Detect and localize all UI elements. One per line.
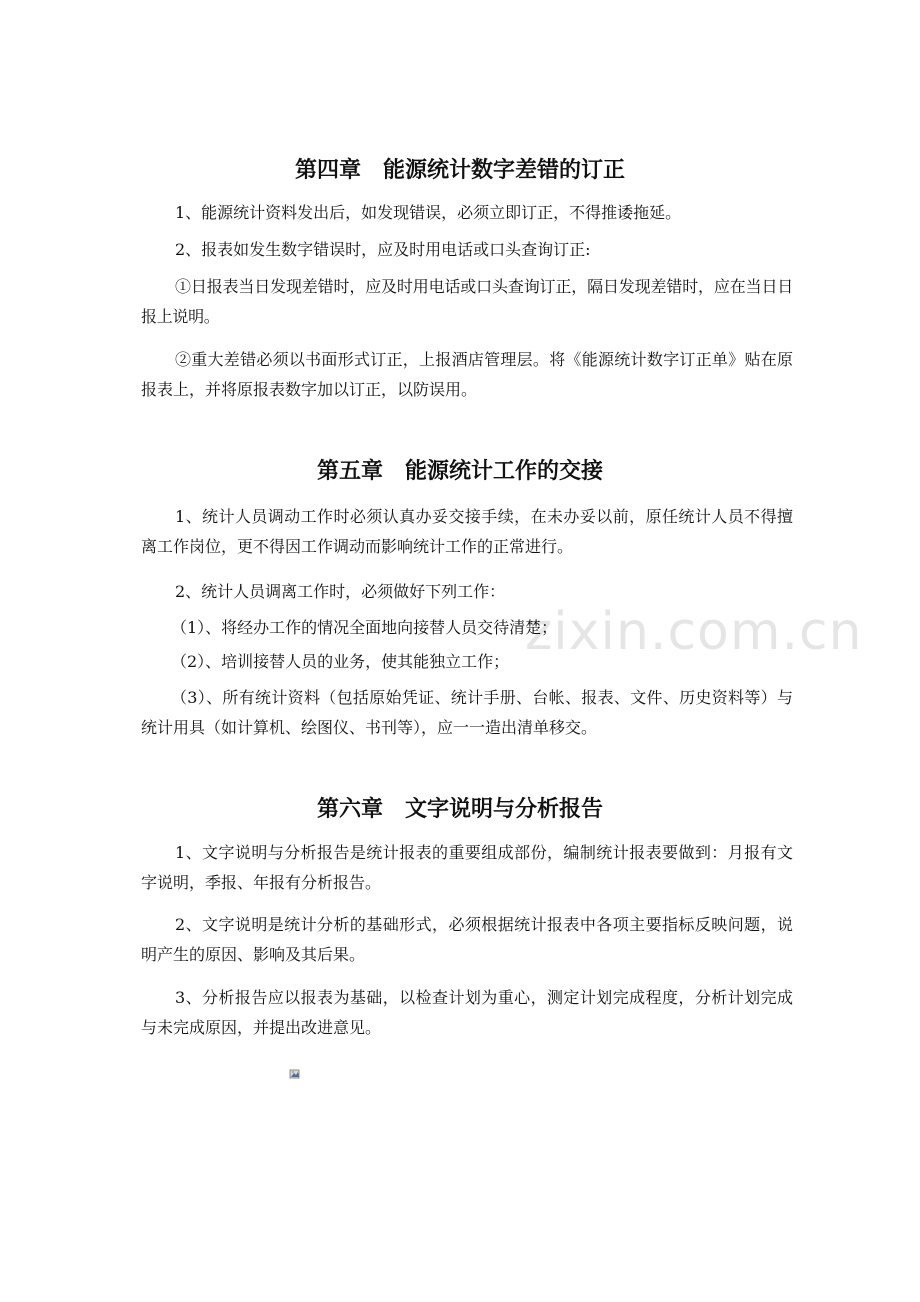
watermark: zixin.com.cn (525, 602, 863, 662)
chapter-4-paragraph-4: ②重大差错必须以书面形式订正，上报酒店管理层。将《能源统计数字订正单》贴在原报表上，并将原报表数字加以订正，以防误用。 (141, 350, 793, 399)
chapter-5-paragraph-5: （3）、所有统计资料（包括原始凭证、统计手册、台帐、报表、文件、历史资料等）与统计用具（如计算机、绘图仪、书刊等），应一一造出清单移交。 (141, 688, 793, 737)
chapter-5-paragraph-1: 1、统计人员调动工作时必须认真办妥交接手续，在未办妥以前，原任统计人员不得擅离工作岗位，更不得因工作调动而影响统计工作的正常进行。 (141, 507, 793, 556)
chapter-4-paragraph-2: 2、报表如发生数字错误时，应及时用电话或口头查询订正: (175, 240, 591, 259)
chapter-5-title: 第五章 能源统计工作的交接 (316, 459, 603, 484)
chapter-6-paragraph-1: 1、文字说明与分析报告是统计报表的重要组成部份，编制统计报表要做到：月报有文字说明，季报、年报有分析报告。 (141, 843, 793, 892)
chapter-4-paragraph-3: ①日报表当日发现差错时，应及时用电话或口头查询订正，隔日发现差错时，应在当日日报上说明。 (141, 277, 793, 326)
chapter-5-paragraph-4: （2）、培训接替人员的业务，使其能独立工作； (171, 652, 510, 671)
chapter-5-paragraph-3: （1）、将经办工作的情况全面地向接替人员交待清楚； (171, 618, 558, 637)
chapter-6-paragraph-2: 2、文字说明是统计分析的基础形式，必须根据统计报表中各项主要指标反映问题，说明产生的原因、影响及其后果。 (141, 915, 793, 964)
chapter-6-paragraph-3: 3、分析报告应以报表为基础，以检查计划为重心，测定计划完成程度，分析计划完成与未完成原因，并提出改进意见。 (141, 988, 793, 1037)
picture-icon (289, 1068, 301, 1080)
chapter-5-paragraph-2: 2、统计人员调离工作时，必须做好下列工作： (175, 582, 506, 601)
chapter-4-paragraph-1: 1、能源统计资料发出后，如发现错误，必须立即订正，不得推诿拖延。 (175, 203, 682, 222)
chapter-6-title: 第六章 文字说明与分析报告 (316, 797, 603, 822)
chapter-4-title: 第四章 能源统计数字差错的订正 (294, 158, 625, 183)
